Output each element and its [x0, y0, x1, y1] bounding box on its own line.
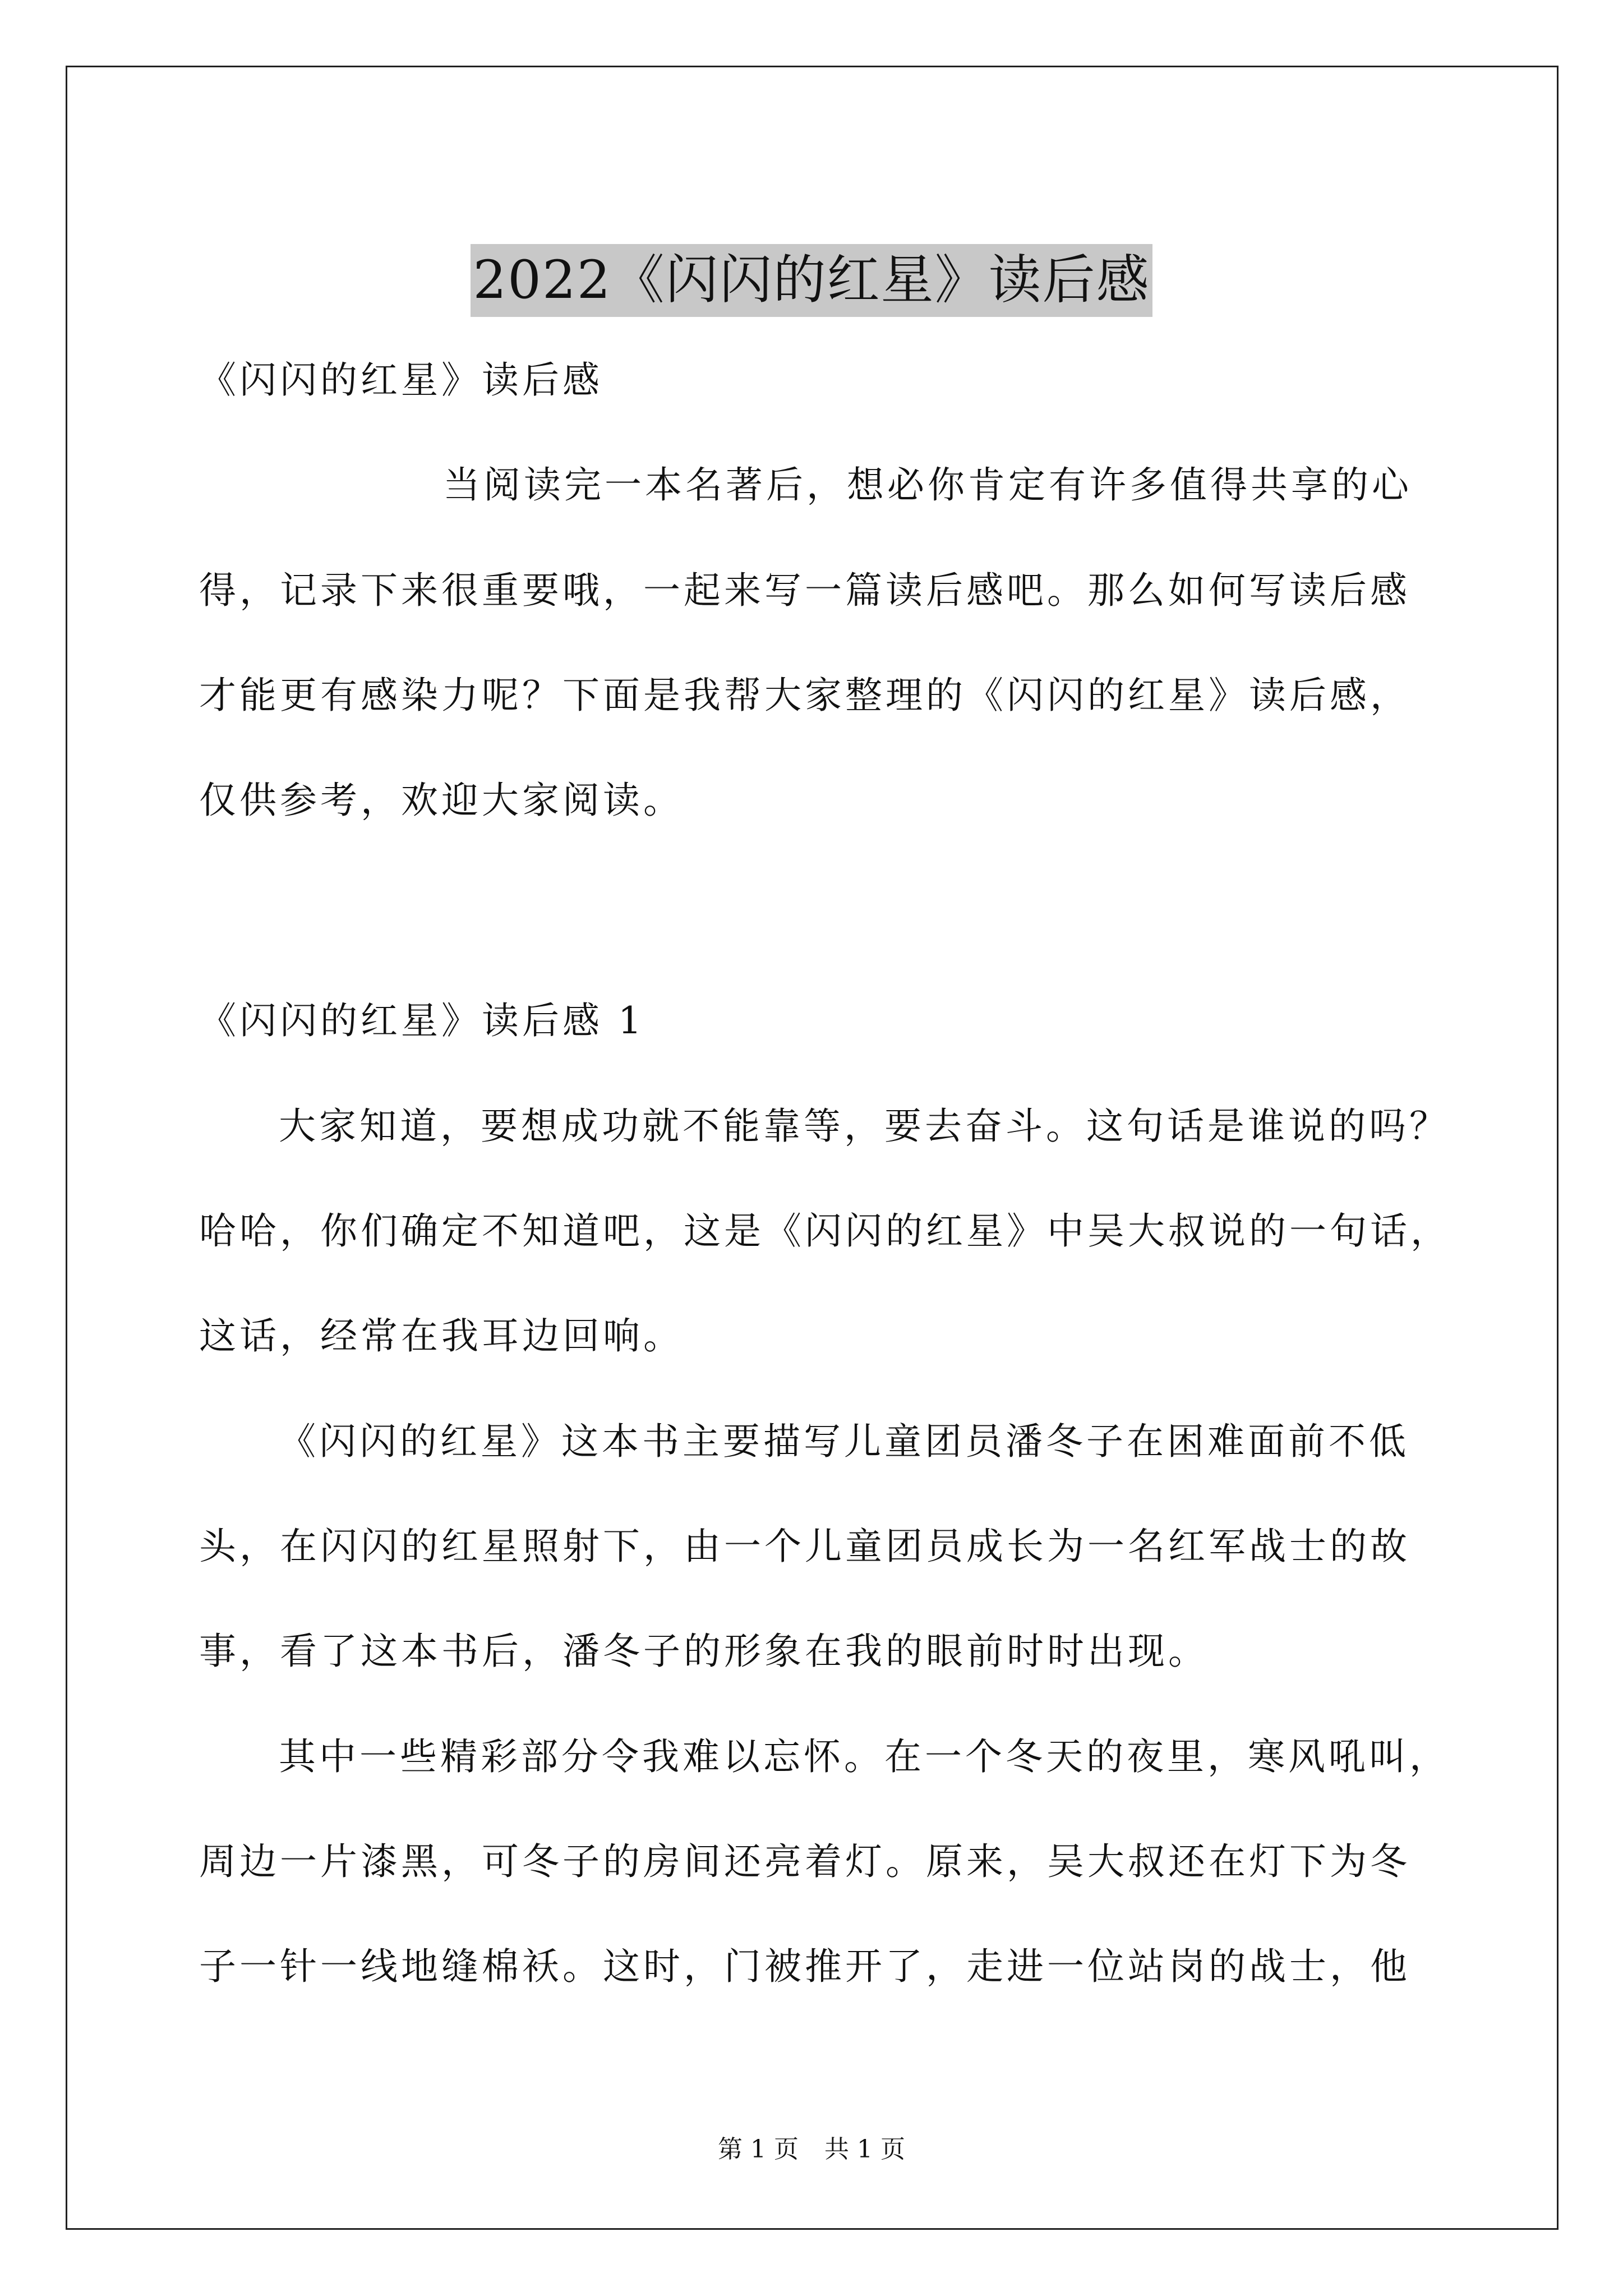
paragraph1-line-3: 这话，经常在我耳边回响。 [199, 1314, 684, 1358]
page-total: 共 1 页 [824, 2135, 905, 2164]
paragraph3-line-1: 其中一些精彩部分令我难以忘怀。在一个冬天的夜里，寒风吼叫， [279, 1735, 1450, 1778]
paragraph2-line-2: 头，在闪闪的红星照射下，由一个儿童团员成长为一名红军战士的故 [199, 1525, 1410, 1568]
section-heading: 《闪闪的红星》读后感 1 [199, 999, 645, 1042]
title-container [0, 209, 1623, 352]
subheading: 《闪闪的红星》读后感 [199, 358, 603, 402]
paragraph3-line-3: 子一针一线地缝棉袄。这时，门被推开了，走进一位站岗的战士，他 [199, 1945, 1410, 1988]
paragraph2-line-3: 事，看了这本书后，潘冬子的形象在我的眼前时时出现。 [199, 1630, 1209, 1673]
page-footer [0, 2133, 1623, 2166]
intro-line-1: 当阅读完一本名著后，想必你肯定有许多值得共享的心 [443, 463, 1412, 507]
page-number: 第 1 页 [718, 2135, 799, 2164]
intro-line-4: 仅供参考，欢迎大家阅读。 [199, 779, 684, 822]
paragraph1-line-1: 大家知道，要想成功就不能靠等，要去奋斗。这句话是谁说的吗？ [279, 1105, 1450, 1148]
paragraph3-line-2: 周边一片漆黑，可冬子的房间还亮着灯。原来，吴大叔还在灯下为冬 [199, 1840, 1410, 1883]
paragraph2-line-1: 《闪闪的红星》这本书主要描写儿童团员潘冬子在困难面前不低 [279, 1420, 1409, 1463]
intro-line-3: 才能更有感染力呢？下面是我帮大家整理的《闪闪的红星》读后感， [199, 674, 1410, 717]
paragraph1-line-2: 哈哈，你们确定不知道吧，这是《闪闪的红星》中吴大叔说的一句话， [199, 1209, 1451, 1253]
document-title: 2022《闪闪的红星》读后感 [471, 244, 1152, 317]
intro-line-2: 得，记录下来很重要哦，一起来写一篇读后感吧。那么如何写读后感 [199, 569, 1410, 612]
